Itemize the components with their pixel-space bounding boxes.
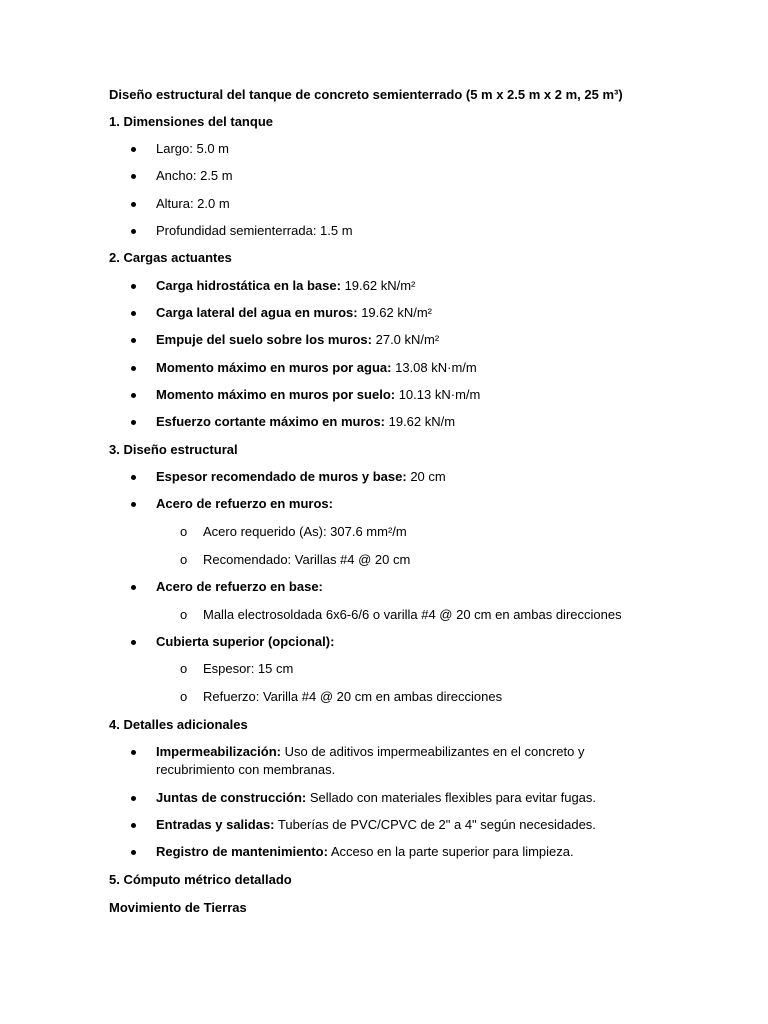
bullet-icon	[131, 393, 136, 398]
item-value: 13.08 kN·m/m	[391, 360, 477, 375]
bullet-icon	[131, 174, 136, 179]
list-item	[156, 305, 432, 321]
section-heading-cargas: 2. Cargas actuantes	[109, 250, 232, 265]
bullet-icon	[131, 229, 136, 234]
list-item: Altura: 2.0 m	[156, 196, 230, 211]
list-item: Profundidad semienterrada: 1.5 m	[156, 223, 353, 238]
item-value: 19.62 kN/m²	[340, 278, 416, 293]
list-item	[156, 469, 446, 485]
bullet-icon	[131, 420, 136, 425]
bullet-icon	[131, 823, 136, 828]
item-value: 20 cm	[406, 469, 446, 484]
section-heading-dimensiones: 1. Dimensiones del tanque	[109, 114, 273, 129]
sub-bullet-icon: o	[180, 552, 188, 567]
item-label: Esfuerzo cortante máximo en muros:	[156, 414, 385, 429]
item-value: 19.62 kN/m	[385, 414, 456, 429]
bullet-icon	[131, 284, 136, 289]
list-item	[156, 332, 439, 348]
sub-list-item: Espesor: 15 cm	[203, 661, 294, 676]
item-value: 10.13 kN·m/m	[395, 387, 481, 402]
list-item	[156, 278, 415, 294]
bullet-icon	[131, 202, 136, 207]
bullet-icon	[131, 311, 136, 316]
item-label: Entradas y salidas:	[156, 817, 275, 832]
sub-list-item: Acero requerido (As): 307.6 mm²/m	[203, 524, 407, 539]
list-item	[156, 579, 323, 595]
list-item	[156, 387, 480, 403]
list-item	[156, 744, 584, 760]
bullet-icon	[131, 338, 136, 343]
bullet-icon	[131, 366, 136, 371]
item-label: Acero de refuerzo en base:	[156, 579, 323, 594]
item-value: Uso de aditivos impermeabilizantes en el concreto y	[280, 744, 585, 759]
item-label: Espesor recomendado de muros y base:	[156, 469, 407, 484]
item-label: Acero de refuerzo en muros:	[156, 496, 333, 511]
bullet-icon	[131, 796, 136, 801]
sub-bullet-icon: o	[180, 524, 188, 539]
item-label: Empuje del suelo sobre los muros:	[156, 332, 372, 347]
bullet-icon	[131, 147, 136, 152]
sub-bullet-icon: o	[180, 661, 188, 676]
item-label: Momento máximo en muros por suelo:	[156, 387, 396, 402]
bullet-icon	[131, 640, 136, 645]
bullet-icon	[131, 585, 136, 590]
sub-list-item: Refuerzo: Varilla #4 @ 20 cm en ambas direcciones	[203, 689, 503, 704]
sub-bullet-icon: o	[180, 689, 188, 704]
item-label: Momento máximo en muros por agua:	[156, 360, 392, 375]
list-item	[156, 496, 333, 512]
bullet-icon	[131, 502, 136, 507]
item-value: 27.0 kN/m²	[372, 332, 440, 347]
item-value: Acceso en la parte superior para limpieza.	[327, 844, 574, 859]
sub-list-item: Recomendado: Varillas #4 @ 20 cm	[203, 552, 411, 567]
section-heading-computo: 5. Cómputo métrico detallado	[109, 872, 292, 887]
list-item	[156, 360, 477, 376]
item-value: Sellado con materiales flexibles para evitar fugas.	[306, 790, 597, 805]
item-label: Carga lateral del agua en muros:	[156, 305, 358, 320]
bullet-icon	[131, 475, 136, 480]
item-value: Tuberías de PVC/CPVC de 2" a 4" según necesidades.	[274, 817, 596, 832]
document-title: Diseño estructural del tanque de concreto semienterrado (5 m x 2.5 m x 2 m, 25 m³)	[109, 87, 623, 102]
list-item	[156, 414, 455, 430]
list-item-continuation: recubrimiento con membranas.	[156, 762, 336, 777]
item-value: 19.62 kN/m²	[357, 305, 432, 320]
item-label: Impermeabilización:	[156, 744, 281, 759]
list-item	[156, 790, 596, 806]
list-item: Largo: 5.0 m	[156, 141, 229, 156]
list-item: Ancho: 2.5 m	[156, 168, 233, 183]
list-item	[156, 844, 574, 860]
subsection-heading-movimiento: Movimiento de Tierras	[109, 900, 247, 915]
list-item	[156, 817, 596, 833]
section-heading-detalles: 4. Detalles adicionales	[109, 717, 248, 732]
sub-list-item: Malla electrosoldada 6x6-6/6 o varilla #4 @ 20 cm en ambas direcciones	[203, 607, 622, 622]
sub-bullet-icon: o	[180, 607, 188, 622]
section-heading-diseno: 3. Diseño estructural	[109, 442, 238, 457]
list-item	[156, 634, 334, 650]
bullet-icon	[131, 750, 136, 755]
bullet-icon	[131, 850, 136, 855]
item-label: Cubierta superior (opcional):	[156, 634, 335, 649]
item-label: Registro de mantenimiento:	[156, 844, 328, 859]
item-label: Carga hidrostática en la base:	[156, 278, 341, 293]
item-label: Juntas de construcción:	[156, 790, 307, 805]
